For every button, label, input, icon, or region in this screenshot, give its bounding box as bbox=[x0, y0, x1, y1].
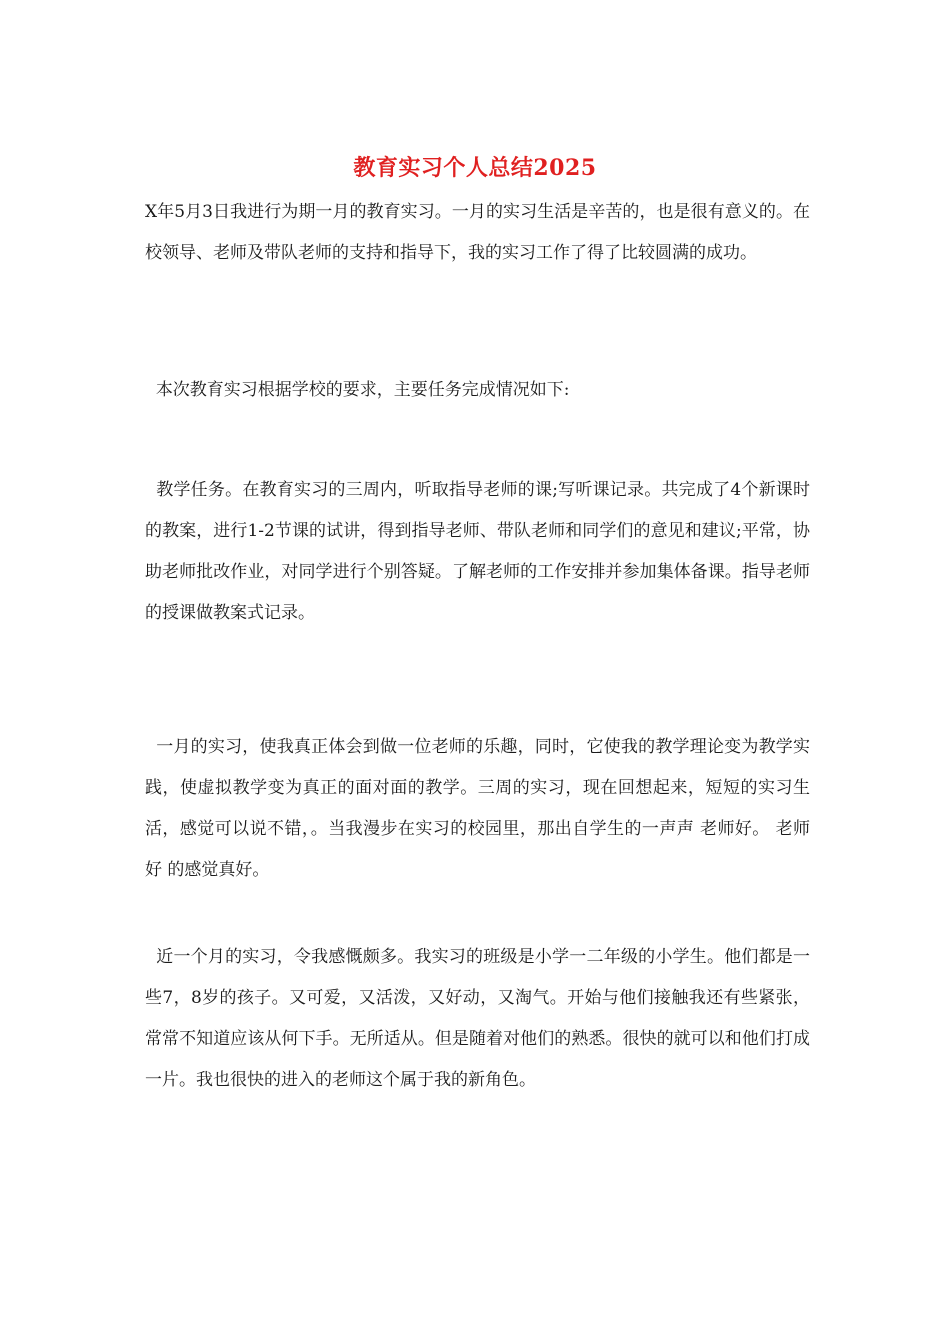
paragraph-tasks-overview: 本次教育实习根据学校的要求，主要任务完成情况如下: bbox=[145, 380, 570, 400]
paragraph-teaching-tasks: 教学任务。在教育实习的三周内，听取指导老师的课;写听课记录。共完成了4个新课时的教案，进行1-2节课的试讲，得到指导老师、带队老师和同学们的意见和建议;平常，协助老师批改作业，对同学进行个别答疑。了解老师的工作安排并参加集体备课。指导老师的授课做教案式记录。 bbox=[145, 480, 811, 623]
paragraph-experience: 一月的实习，使我真正体会到做一位老师的乐趣，同时，它使我的教学理论变为教学实践，使虚拟教学变为真正的面对面的教学。三周的实习，现在回想起来，短短的实习生活，感觉可以说不错，。当我漫步在实习的校园里，那出自学生的一声声 老师好。 老师好 的感觉真好。 bbox=[145, 737, 811, 880]
document-title: 教育实习个人总结2025 bbox=[353, 155, 597, 181]
paragraph-intro: X年5月3日我进行为期一月的教育实习。一月的实习生活是辛苦的，也是很有意义的。在校领导、老师及带队老师的支持和指导下，我的实习工作了得了比较圆满的成功。 bbox=[145, 202, 810, 263]
paragraph-reflection: 近一个月的实习，令我感慨颇多。我实习的班级是小学一二年级的小学生。他们都是一些7，8岁的孩子。又可爱，又活泼，又好动，又淘气。开始与他们接触我还有些紧张，常常不知道应该从何下手。无所适从。但是随着对他们的熟悉。很快的就可以和他们打成一片。我也很快的进入的老师这个属于我的新角色。 bbox=[145, 947, 811, 1090]
